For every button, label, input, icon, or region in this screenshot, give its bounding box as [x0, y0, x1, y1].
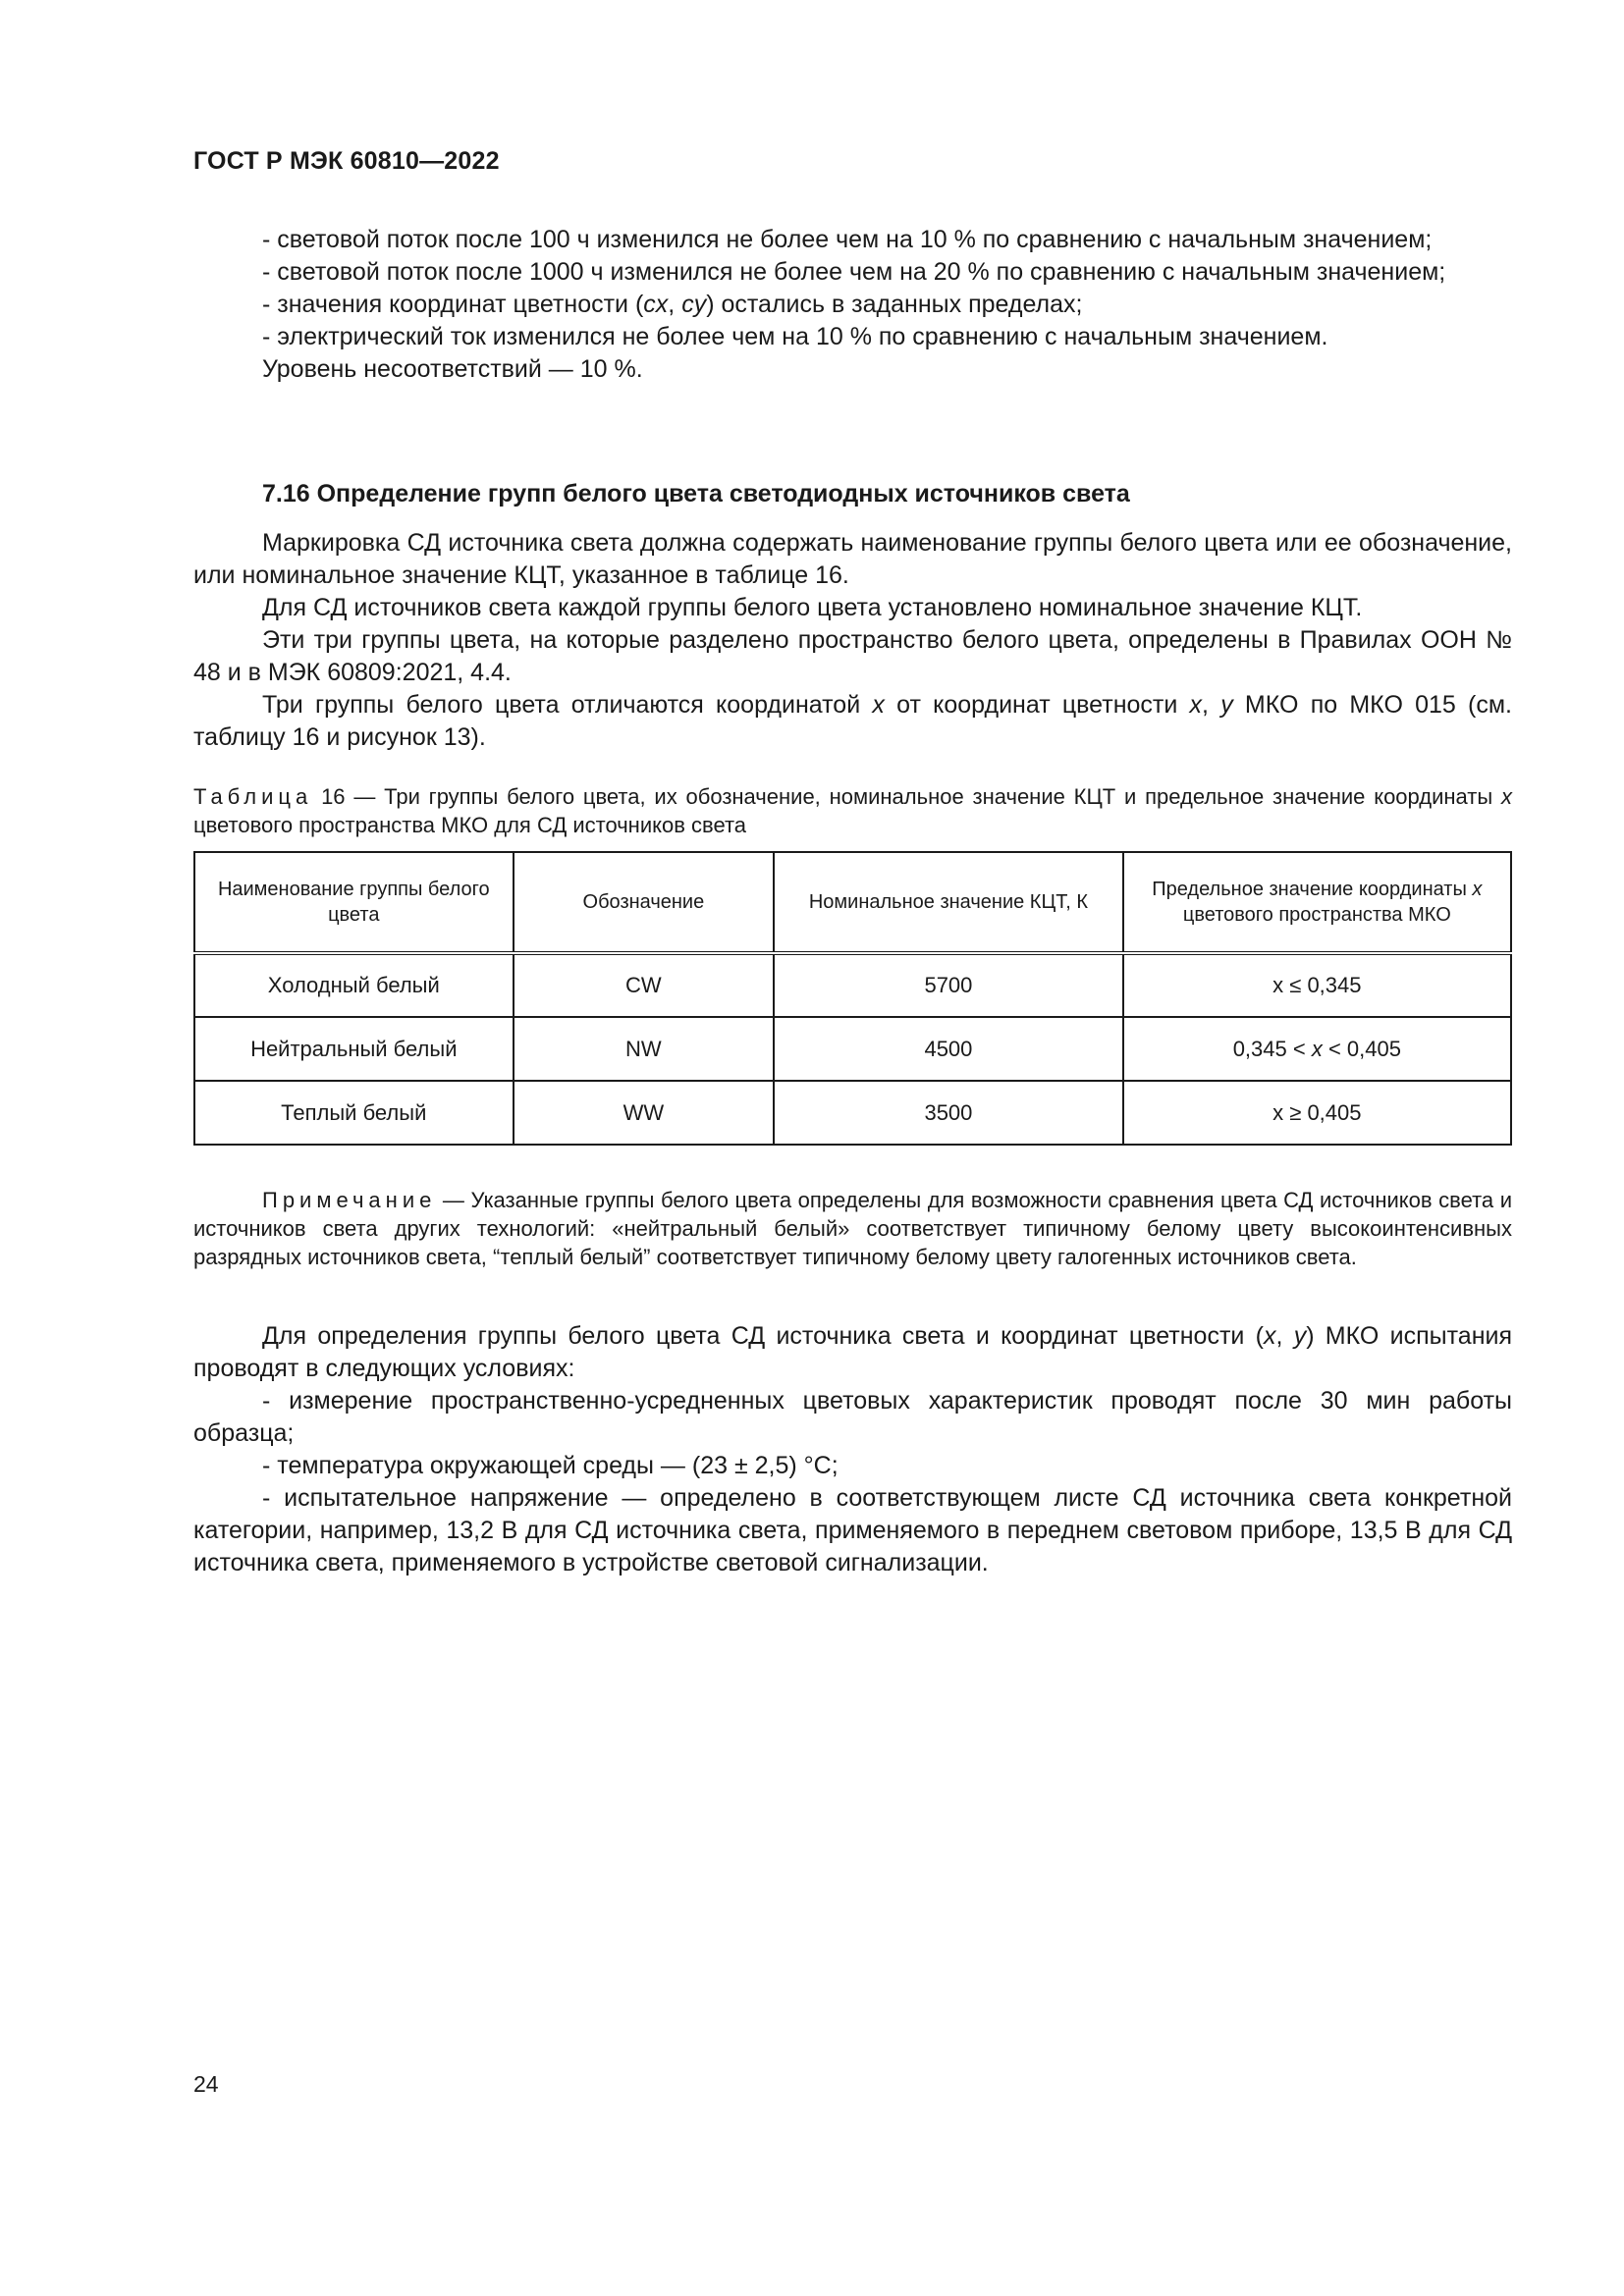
condition-temperature: - температура окружающей среды — (23 ± 2,5) °C;: [262, 1452, 839, 1479]
table-row: [194, 1081, 1511, 1145]
criterion-100h: - световой поток после 100 ч изменился не более чем на 10 % по сравнению с начальным значением;: [262, 226, 1433, 253]
test-criteria-block: [193, 224, 1512, 386]
header-designation: Обозначение: [514, 852, 775, 953]
paragraph-nominal-cct: Для СД источников света каждой группы белого цвета установлено номинальное значение КЦТ.: [262, 594, 1363, 621]
condition-voltage: - испытательное напряжение — определено в соответствующем листе СД источника света конкретной категории, например, 13,2 В для СД источника света, применяемого в переднем световом приборе, 13,5 В для СД источника света, применяемого в устройстве световой сигнализации.: [193, 1484, 1512, 1576]
note-label: Примечание: [262, 1188, 437, 1212]
cell-nominal-cct: 5700: [774, 953, 1122, 1017]
paragraph-marking: Маркировка СД источника света должна содержать наименование группы белого цвета или ее обозначение, или номинальное значение КЦТ, указанное в таблице 16.: [193, 529, 1512, 589]
section-body: [193, 527, 1512, 754]
table-caption: Таблица 16 — Три группы белого цвета, их обозначение, номинальное значение КЦТ и предельное значение координаты x цветового пространства МКО для СД источников света: [193, 784, 1512, 837]
header-group-name: Наименование группы белого цвета: [194, 852, 514, 953]
cell-limit-x: x ≤ 0,345: [1123, 953, 1511, 1017]
table-caption-label: Таблица: [193, 784, 313, 809]
paragraph-x-coordinate: Три группы белого цвета отличаются координатой x от координат цветности x, y МКО по МКО 015 (см. таблицу 16 и рисунок 13).: [193, 691, 1513, 751]
note-text: — Указанные группы белого цвета определены для возможности сравнения цвета СД источников света и источников света других технологий: «нейтральный белый» соответствует типичному белому цвету высокоинтенсивных разрядных источников света, “теплый белый” соответствует типичному белому цвету галогенных источников света.: [193, 1188, 1512, 1269]
white-groups-table: [193, 851, 1512, 1146]
table-header-row: [194, 852, 1511, 953]
paragraph-three-groups: Эти три группы цвета, на которые разделено пространство белого цвета, определены в Правилах ООН № 48 и в МЭК 60809:2021, 4.4.: [193, 626, 1512, 686]
cell-designation: CW: [514, 953, 775, 1017]
cell-group-name: Холодный белый: [194, 953, 514, 1017]
criterion-chromaticity: - значения координат цветности (cx, cy) остались в заданных пределах;: [262, 291, 1083, 318]
table-row: [194, 953, 1511, 1017]
header-limit-x: Предельное значение координаты x цветового пространства МКО: [1123, 852, 1511, 953]
cell-nominal-cct: 3500: [774, 1081, 1122, 1145]
document-header: ГОСТ Р МЭК 60810—2022: [193, 147, 500, 175]
table-row: [194, 1017, 1511, 1081]
cell-limit-x: x ≥ 0,405: [1123, 1081, 1511, 1145]
nonconformity-level: Уровень несоответствий — 10 %.: [262, 355, 643, 383]
cell-designation: NW: [514, 1017, 775, 1081]
cell-designation: WW: [514, 1081, 775, 1145]
section-title: 7.16 Определение групп белого цвета светодиодных источников света: [262, 480, 1130, 507]
cell-limit-x: 0,345 < x < 0,405: [1123, 1017, 1511, 1081]
cell-group-name: Нейтральный белый: [194, 1017, 514, 1081]
header-nominal-cct: Номинальное значение КЦТ, К: [774, 852, 1122, 953]
table-note: [193, 1186, 1512, 1271]
criterion-current: - электрический ток изменился не более чем на 10 % по сравнению с начальным значением.: [262, 323, 1328, 350]
cell-nominal-cct: 4500: [774, 1017, 1122, 1081]
test-conditions-block: [193, 1320, 1512, 1579]
cell-group-name: Теплый белый: [194, 1081, 514, 1145]
criterion-1000h: - световой поток после 1000 ч изменился не более чем на 20 % по сравнению с начальным значением;: [262, 258, 1446, 286]
condition-measurement: - измерение пространственно-усредненных цветовых характеристик проводят после 30 мин работы образца;: [193, 1387, 1512, 1447]
page-number: 24: [193, 2071, 219, 2097]
conditions-intro: Для определения группы белого цвета СД источника света и координат цветности (x, y) МКО испытания проводят в следующих условиях:: [193, 1322, 1512, 1382]
